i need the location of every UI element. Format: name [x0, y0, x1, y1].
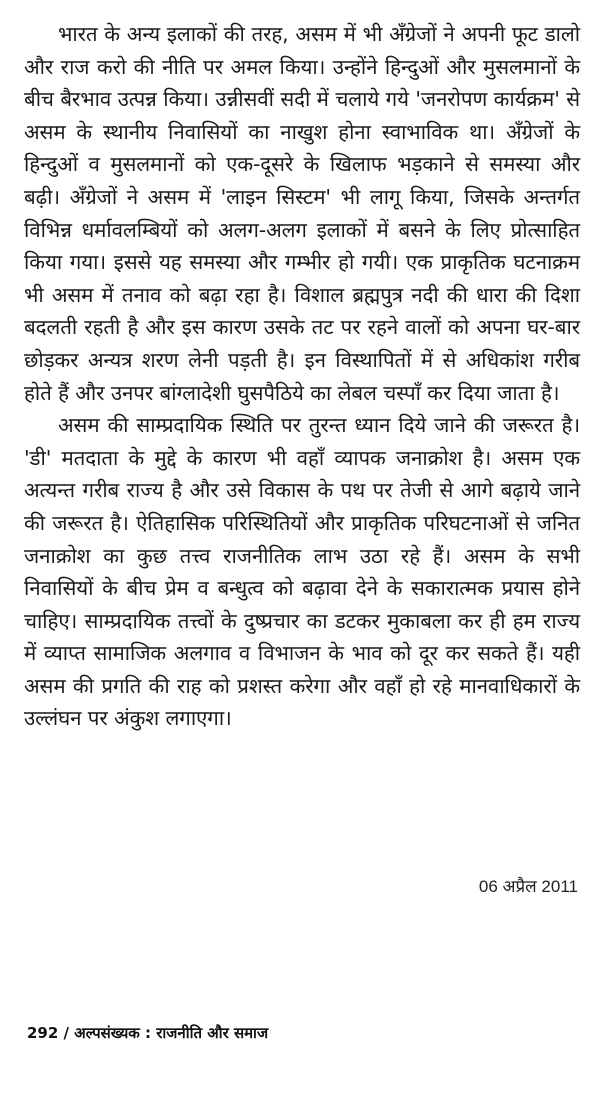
paragraph-2: असम की साम्प्रदायिक स्थिति पर तुरन्त ध्यान दिये जाने की जरूरत है। 'डी' मतदाता के मुद्दे के कारण भी वहाँ व्यापक जनाक्रोश है। असम एक अत्यन्त गरीब राज्य है और उसे विकास के पथ पर तेजी से आगे बढ़ाये जाने की जरूरत है। ऐतिहासिक परिस्थितियों और प्राकृतिक परिघटनाओं से जनित जनाक्रोश का कुछ तत्त्व राजनीतिक लाभ उठा रहे हैं। असम के सभी निवासियों के बीच प्रेम व बन्धुत्व को बढ़ावा देने के सकारात्मक प्रयास होने चाहिए। साम्प्रदायिक तत्त्वों के दुष्प्रचार का डटकर मुकाबला कर ही हम राज्य में व्याप्त सामाजिक अलगाव व विभाजन के भाव को दूर कर सकते हैं। यही असम की प्रगति की राह को प्रशस्त करेगा और वहाँ हो रहे मानवाधिकारों के उल्लंघन पर अंकुश लगाएगा। — [24, 413, 580, 731]
article-date: 06 अप्रैल 2011 — [478, 877, 578, 896]
page-footer: 292 / अल्पसंख्यक : राजनीति और समाज — [27, 1024, 269, 1042]
article-body — [24, 18, 580, 735]
paragraph-1: भारत के अन्य इलाकों की तरह, असम में भी अँग्रेजों ने अपनी फूट डालो और राज करो की नीति पर अमल किया। उन्होंने हिन्दुओं और मुसलमानों के बीच बैरभाव उत्पन्न किया। उन्नीसवीं सदी में चलाये गये 'जनरोपण कार्यक्रम' से असम के स्थानीय निवासियों का नाखुश होना स्वाभाविक था। अँग्रेजों के हिन्दुओं व मुसलमानों को एक-दूसरे के खिलाफ भड़काने से समस्या और बढ़ी। अँग्रेजों ने असम में 'लाइन सिस्टम' भी लागू किया, जिसके अन्तर्गत विभिन्न धर्मावलम्बियों को अलग-अलग इलाकों में बसने के लिए प्रोत्साहित किया गया। इससे यह समस्या और गम्भीर हो गयी। एक प्राकृतिक घटनाक्रम भी असम में तनाव को बढ़ा रहा है। विशाल ब्रह्मपुत्र नदी की धारा की दिशा बदलती रहती है और इस कारण उसके तट पर रहने वालों को अपना घर-बार छोड़कर अन्यत्र शरण लेनी पड़ती है। इन विस्थापितों में से अधिकांश गरीब होते हैं और उनपर बांग्लादेशी घुसपैठिये का लेबल चस्पाँ कर दिया जाता है। — [24, 22, 580, 405]
